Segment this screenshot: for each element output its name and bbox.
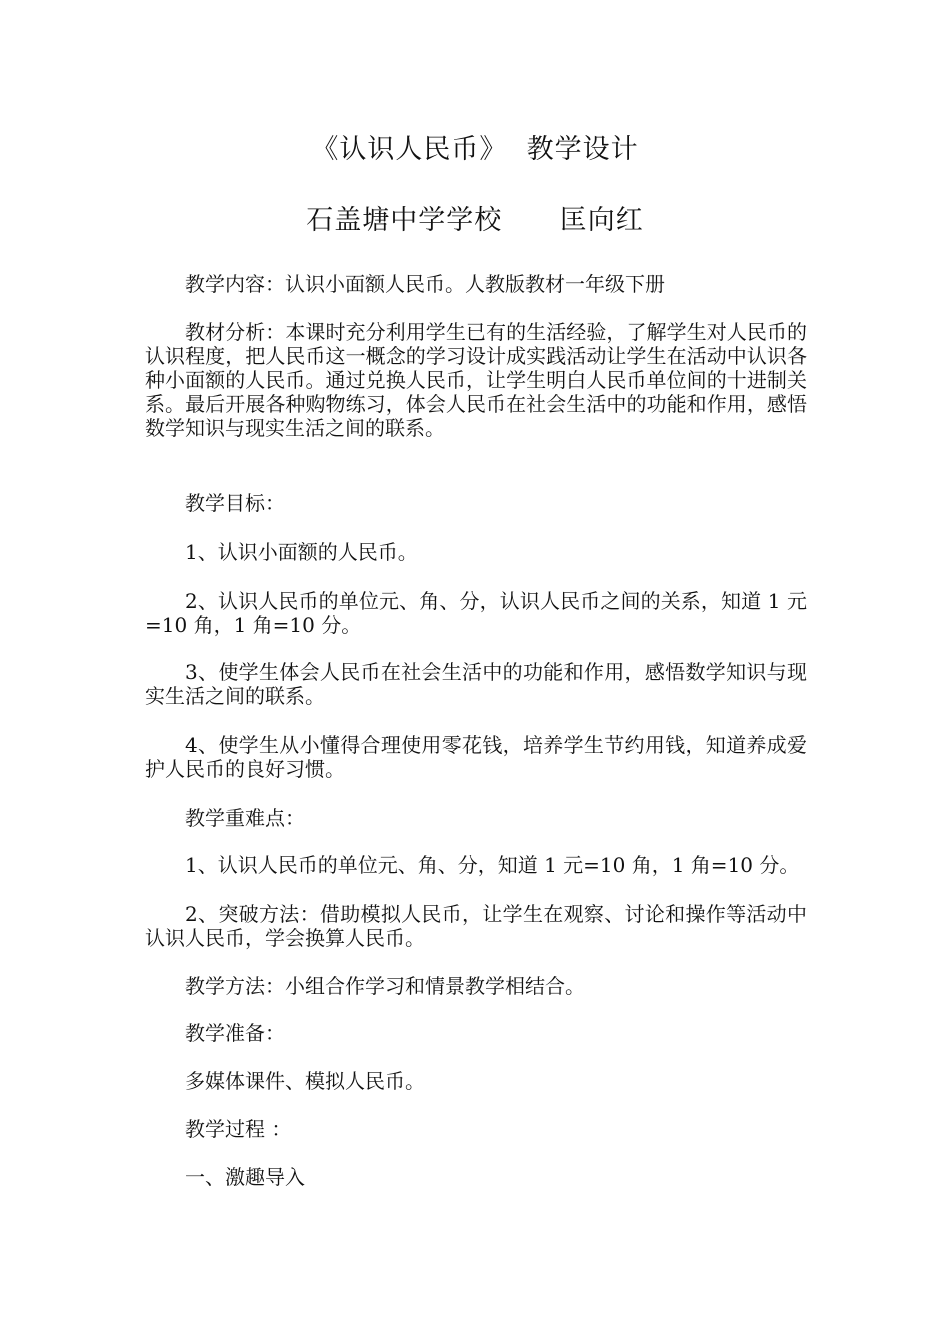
goal-item-4: 4、使学生从小懂得合理使用零花钱，培养学生节约用钱，知道养成爱护人民币的良好习惯。 [145,733,807,781]
goal-item-1: 1、认识小面额的人民币。 [185,540,418,564]
heading-key-points: 教学重难点： [185,806,305,830]
heading-teaching-process: 教学过程 ： [185,1117,292,1141]
document-title: 《认识人民币》 教学设计 [311,134,639,165]
key-point-item-1: 1、认识人民币的单位元、角、分，知道 1 元=10 角，1 角=10 分。 [185,853,800,877]
heading-teaching-goals: 教学目标： [185,491,285,515]
goal-item-2: 2、认识人民币的单位元、角、分，认识人民币之间的关系，知道 1 元=10 角，1 角=10 分。 [145,589,807,637]
paragraph-teaching-method: 教学方法：小组合作学习和情景教学相结合。 [185,974,585,998]
heading-preparation: 教学准备： [185,1021,285,1045]
section-heading-introduction: 一、激趣导入 [185,1165,305,1189]
paragraph-material-analysis: 教材分析：本课时充分利用学生已有的生活经验，了解学生对人民币的认识程度，把人民币这一概念的学习设计成实践活动让学生在活动中认识各种小面额的人民币。通过兑换人民币，让学生明白人民币单位间的十进制关系。最后开展各种购物练习，体会人民币在社会生活中的功能和作用，感悟数学知识与现实生活之间的联系。 [145,320,807,440]
paragraph-preparation-items: 多媒体课件、模拟人民币。 [185,1069,425,1093]
paragraph-teaching-content: 教学内容：认识小面额人民币。人教版教材一年级下册 [185,272,665,296]
document-author-line: 石盖塘中学学校 匡向红 [306,205,644,236]
goal-item-3: 3、使学生体会人民币在社会生活中的功能和作用，感悟数学知识与现实生活之间的联系。 [145,660,807,708]
key-point-item-2: 2、突破方法：借助模拟人民币，让学生在观察、讨论和操作等活动中认识人民币，学会换算人民币。 [145,902,807,950]
